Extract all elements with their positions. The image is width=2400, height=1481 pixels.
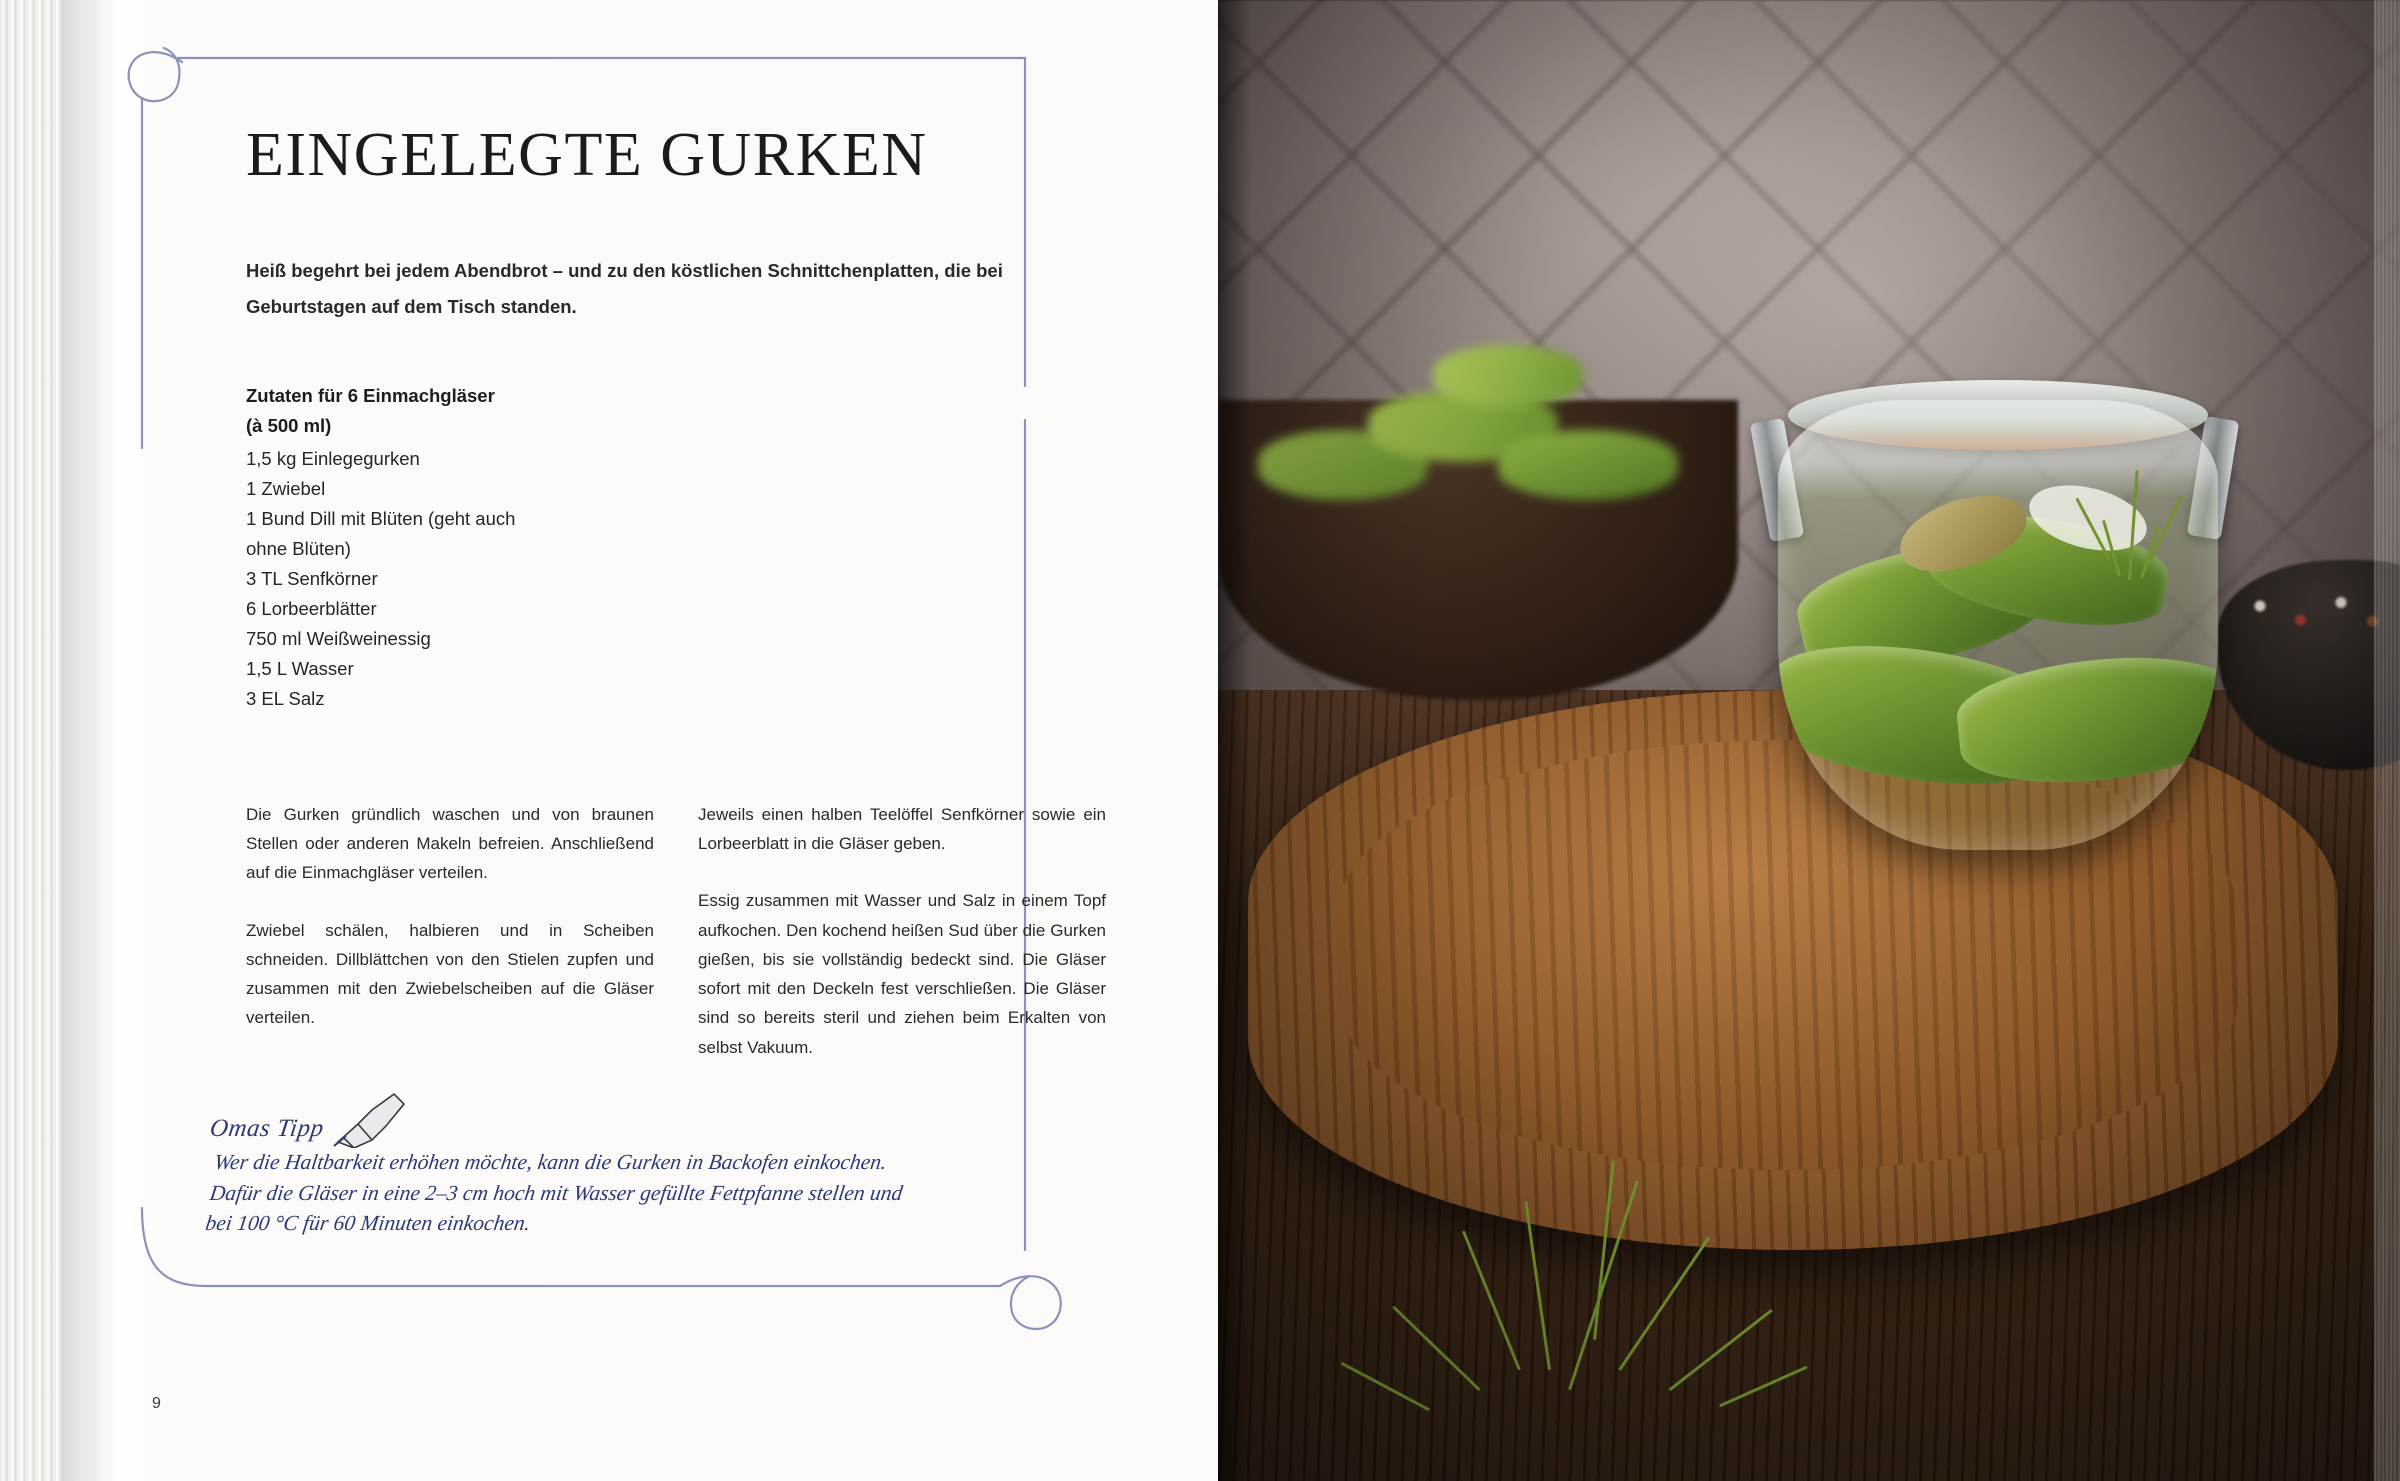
list-item: 3 TL Senfkörner [246, 568, 378, 590]
list-item: 6 Lorbeerblätter [246, 598, 377, 620]
list-item: 1,5 L Wasser [246, 658, 354, 680]
dill-in-jar [2078, 470, 2188, 590]
page-edge-striations [0, 0, 62, 1481]
list-item: ohne Blüten) [246, 538, 351, 560]
step-paragraph: Die Gurken gründlich waschen und von braunen Stellen oder anderen Makeln befreien. Anschließend auf die Einmachgläser verteilen. [246, 805, 654, 883]
recipe-intro: Heiß begehrt bei jedem Abendbrot – und zu den köstlichen Schnittchenplatten, die bei Geburtstagen auf dem Tisch standen. [246, 260, 1003, 318]
ingredients-heading: Zutaten für 6 Einmachgläser [246, 385, 495, 407]
steps-column-left [246, 800, 654, 1090]
tip-title: Omas Tipp [208, 1115, 326, 1142]
ingredients-subheading: (à 500 ml) [246, 414, 332, 436]
cucumber-blurred [1433, 345, 1583, 407]
recipe-photo [1218, 0, 2400, 1481]
jar-body [1778, 400, 2218, 850]
mason-jar [1778, 350, 2218, 850]
ingredients-list [246, 444, 1106, 714]
step-paragraph: Jeweils einen halben Teelöffel Senfkörner sowie ein Lorbeerblatt in die Gläser geben. [698, 805, 1106, 854]
list-item: 1,5 kg Einlegegurken [246, 448, 420, 470]
tip-text: Wer die Haltbarkeit erhöhen möchte, kann die Gurken in Backofen einkochen. Dafür die Gläser in eine 2–3 cm hoch mit Wasser gefüllte Fettpfanne stellen und bei 100 °C für 60 Minuten einkochen. [204, 1150, 905, 1236]
page-title: EINGELEGTE GURKEN [246, 121, 928, 189]
recipe-text-block [246, 120, 1106, 714]
right-page-edge [2374, 0, 2400, 1481]
cucumber-blurred [1498, 430, 1678, 500]
dill-sprig [1368, 1160, 1788, 1420]
step-paragraph: Zwiebel schälen, halbieren und in Scheiben schneiden. Dillblättchen von den Stielen zupfen und zusammen mit den Zwiebelscheiben auf die Gläser verteilen. [246, 920, 654, 1028]
page-number: 9 [152, 1395, 161, 1412]
list-item: 3 EL Salz [246, 688, 325, 710]
list-item: 1 Zwiebel [246, 478, 326, 500]
list-item: 1 Bund Dill mit Blüten (geht auch [246, 508, 516, 530]
grandmas-tip [204, 1115, 910, 1239]
steps-column-right [698, 800, 1106, 1090]
left-page-shadow [62, 0, 102, 1481]
step-paragraph: Essig zusammen mit Wasser und Salz in einem Topf aufkochen. Den kochend heißen Sud über die Gurken gießen, bis sie vollständig bedeckt sind. Die Gläser sofort mit den Deckeln fest verschließen. Die Gläser sind so bereits steril und ziehen beim Erkalten von selbst Vakuum. [698, 891, 1106, 1057]
preparation-steps [246, 800, 1106, 1090]
list-item: 750 ml Weißweinessig [246, 628, 431, 650]
right-page-photo [1218, 0, 2400, 1481]
